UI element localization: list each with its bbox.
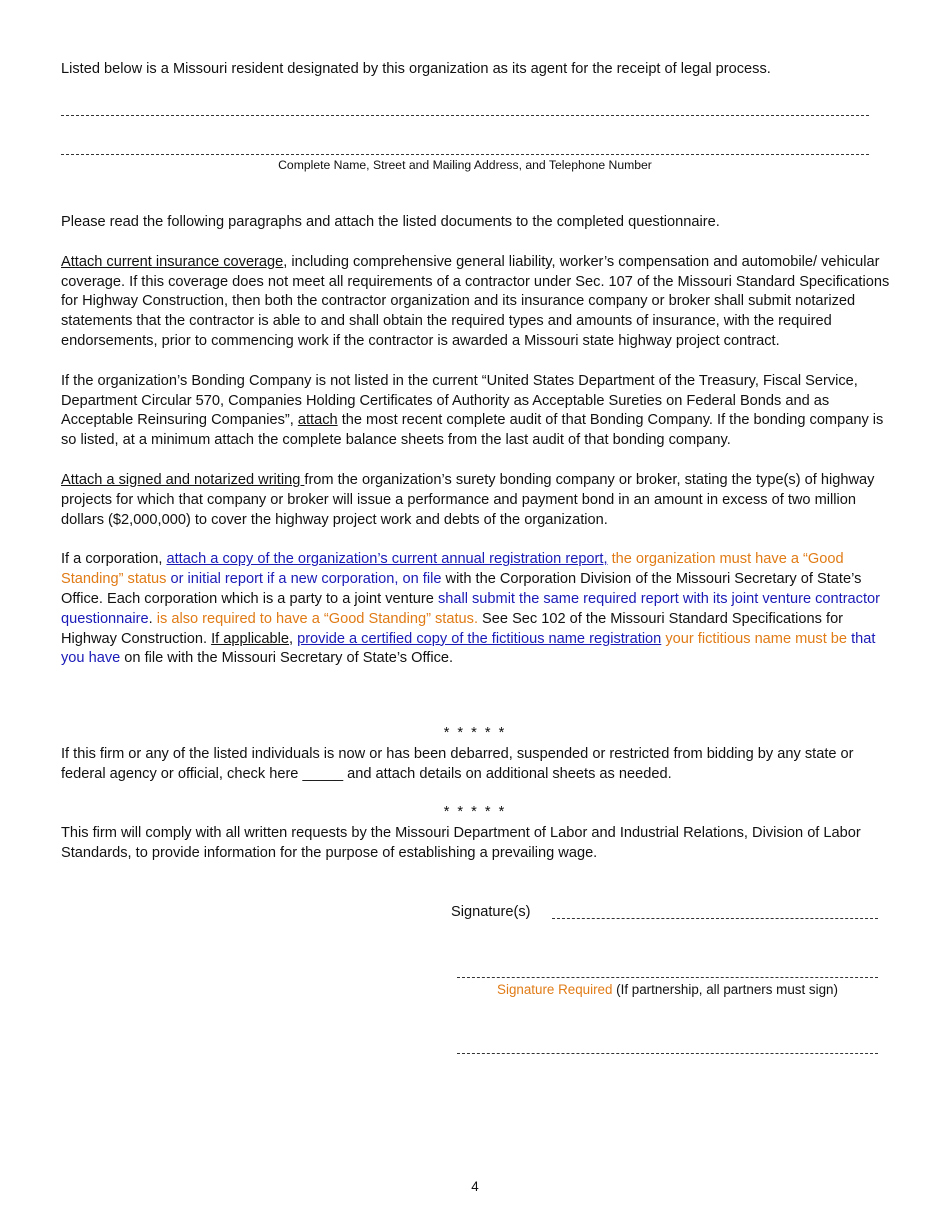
read-instructions: Please read the following paragraphs and attach the listed documents to the completed questionnaire. bbox=[61, 214, 720, 230]
good-standing-note: the organization must have a “Good Standing” status bbox=[61, 551, 844, 588]
corporation-text-1: If a corporation, bbox=[61, 551, 167, 568]
fictitious-name-note-2: that you have bbox=[61, 630, 876, 667]
page-number: 4 bbox=[471, 1179, 479, 1194]
surety-paragraph bbox=[61, 471, 891, 530]
bonding-text-2: the most recent complete audit of that Bonding Company. If the bonding company is so listed, at a minimum attach the complete balance sheets from the last audit of that bonding company. bbox=[61, 412, 884, 449]
agent-name-line[interactable] bbox=[61, 115, 869, 116]
signature-line-3[interactable] bbox=[457, 1053, 878, 1054]
signature-required: Signature Required bbox=[497, 982, 613, 997]
signature-line-2[interactable] bbox=[457, 977, 878, 978]
initial-report-note: or initial report if a new corporation, on file bbox=[166, 571, 442, 588]
section-divider-2: * * * * * bbox=[443, 804, 507, 820]
fictitious-name-link[interactable]: provide a certified copy of the fictitious name registration bbox=[297, 630, 662, 647]
registration-report-link[interactable]: attach a copy of the organization’s current annual registration report, bbox=[166, 551, 608, 568]
corporation-text-3: . bbox=[148, 610, 157, 627]
corporation-text-5: on file with the Missouri Secretary of State’s Office. bbox=[120, 650, 454, 667]
joint-venture-good-standing: is also required to have a “Good Standing” status. bbox=[156, 610, 478, 627]
if-applicable: If applicable, bbox=[211, 630, 294, 647]
bonding-attach: attach bbox=[297, 412, 338, 429]
signature-label: Signature(s) bbox=[451, 904, 531, 920]
corporation-text-4: See Sec 102 of the Missouri Standard Specifications for Highway Construction. bbox=[61, 610, 844, 647]
insurance-paragraph bbox=[61, 253, 891, 352]
section-divider-1: * * * * * bbox=[443, 725, 507, 741]
debarred-paragraph: If this firm or any of the listed individuals is now or has been debarred, suspended or restricted from bidding by any state or federal agency or official, check here _____ and attach details on additional sheets as needed. bbox=[61, 746, 854, 782]
fictitious-name-note: your fictitious name must be bbox=[661, 630, 848, 647]
corporation-paragraph bbox=[61, 550, 891, 669]
insurance-text: , including comprehensive general liability, worker’s compensation and automobile/ vehicular coverage. If this coverage does not meet all requirements of a contractor under Sec. 107 of the Missouri Standard Specifications for Highway Construction, then both the contractor organization and its insurance company or broker shall submit notarized statements that the contractor is able to and shall obtain the required types and amounts of insurance, with the required endorsements, prior to commencing work if the contractor is awarded a Missouri state highway project contract. bbox=[61, 253, 890, 349]
agent-caption: Complete Name, Street and Mailing Address, and Telephone Number bbox=[278, 158, 652, 172]
insurance-heading: Attach current insurance coverage bbox=[61, 253, 284, 270]
corporation-text-2: with the Corporation Division of the Missouri Secretary of State’s Office. Each corporation which is a party to a joint venture bbox=[61, 571, 862, 607]
signature-note: (If partnership, all partners must sign) bbox=[612, 982, 838, 997]
labor-paragraph: This firm will comply with all written requests by the Missouri Department of Labor and Industrial Relations, Division of Labor Standards, to provide information for the purpose of establishing a prevailing wage. bbox=[61, 825, 861, 861]
surety-heading: Attach a signed and notarized writing bbox=[61, 471, 305, 488]
signature-caption bbox=[457, 982, 878, 997]
signature-line-1[interactable] bbox=[552, 918, 878, 919]
bonding-text-1: If the organization’s Bonding Company is not listed in the current “United States Department of the Treasury, Fiscal Service, Department Circular 570, Companies Holding Certificates of Authority as Acceptable Sureties on Federal Bonds and as Acceptable Reinsuring Companies”, bbox=[61, 372, 858, 429]
agent-intro: Listed below is a Missouri resident designated by this organization as its agent for the receipt of legal process. bbox=[61, 61, 771, 77]
joint-venture-note: shall submit the same required report with its joint venture contractor questionnaire bbox=[61, 590, 881, 627]
bonding-paragraph bbox=[61, 372, 891, 451]
document-body bbox=[61, 213, 891, 669]
agent-address-line[interactable] bbox=[61, 154, 869, 155]
surety-text: from the organization’s surety bonding company or broker, stating the type(s) of highway projects for which that company or broker will issue a performance and payment bond in an amount in excess of two million dollars ($2,000,000) to cover the highway project work and debts of the organization. bbox=[61, 471, 875, 528]
